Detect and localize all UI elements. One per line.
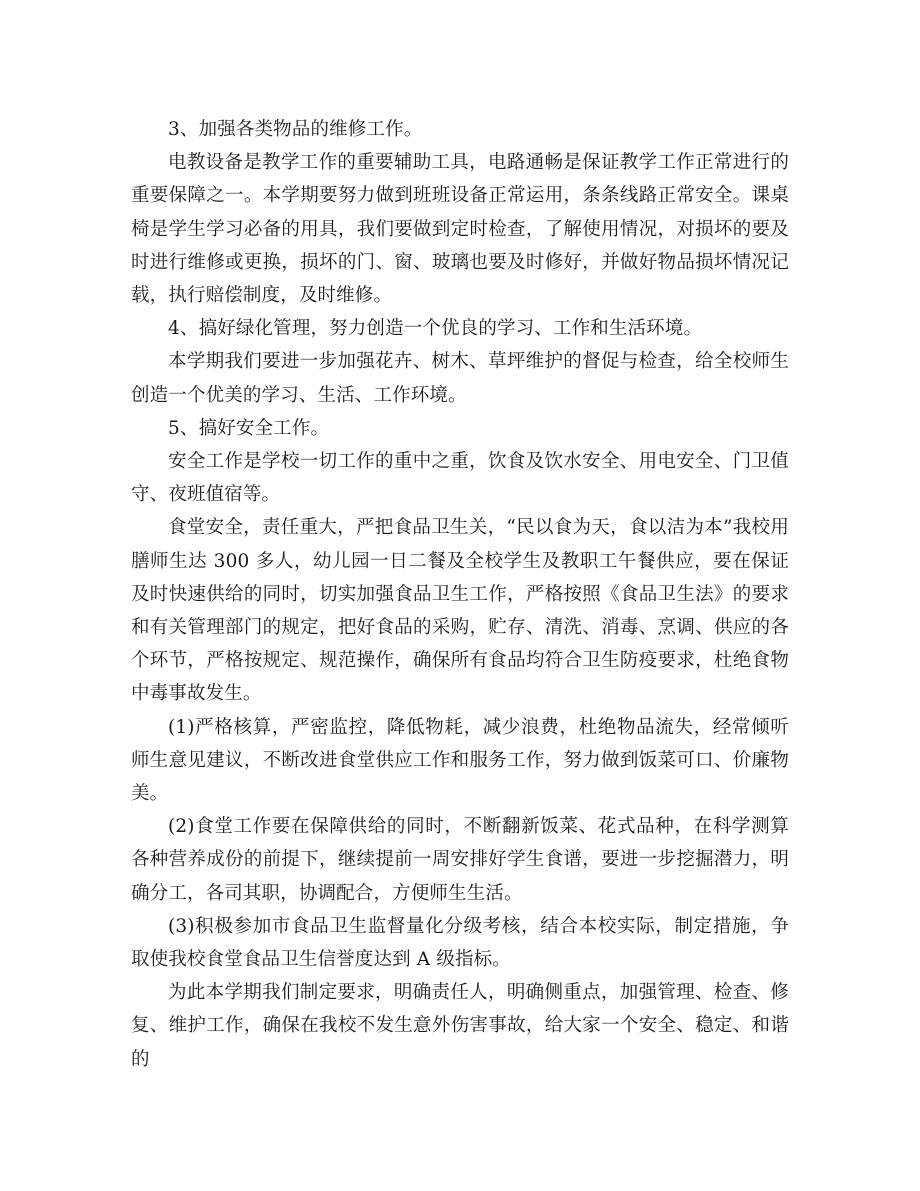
section-heading-5: 5、搞好安全工作。: [168, 417, 330, 439]
list-item-3: (3)积极参加市食品卫生监督量化分级考核，结合本校实际，制定措施，争取使我校食堂食品卫生信誉度达到 A 级指标。: [131, 915, 789, 971]
paragraph-canteen-safety: 食堂安全，责任重大，严把食品卫生关，“民以食为天，食以洁为本”我校用膳师生达 300 多人，幼儿园一日二餐及全校学生及教职工午餐供应，要在保证及时快速供给的同时，切实加强食品卫生工作，严格按照《食品卫生法》的要求和有关管理部门的规定，把好食品的采购，贮存、清洗、消毒、烹调、供应的各个环节，严格按规定、规范操作，确保所有食品均符合卫生防疫要求，杜绝食物中毒事故发生。: [131, 517, 789, 705]
paragraph-equipment-maintenance: 电教设备是教学工作的重要辅助工具，电路通畅是保证教学工作正常进行的重要保障之一。本学期要努力做到班班设备正常运用，条条线路正常安全。课桌椅是学生学习必备的用具，我们要做到定时检查，了解使用情况，对损坏的要及时进行维修或更换，损坏的门、窗、玻璃也要及时修好，并做好物品损坏情况记载，执行赔偿制度，及时维修。: [131, 152, 789, 307]
paragraph-safety-overview: 安全工作是学校一切工作的重中之重，饮食及饮水安全、用电安全、门卫值守、夜班值宿等。: [131, 451, 789, 506]
section-heading-3: 3、加强各类物品的维修工作。: [168, 119, 423, 140]
list-item-1: (1)严格核算，严密监控，降低物耗，减少浪费，杜绝物品流失，经常倾听师生意见建议，不断改进食堂供应工作和服务工作，努力做到饭菜可口、价廉物美。: [131, 716, 789, 805]
list-item-2: (2)食堂工作要在保障供给的同时，不断翻新饭菜、花式品种，在科学测算各种营养成份的前提下，继续提前一周安排好学生食谱，要进一步挖掘潜力，明确分工，各司其职，协调配合，方便师生生活。: [131, 816, 789, 904]
section-heading-4: 4、搞好绿化管理，努力创造一个优良的学习、工作和生活环境。: [168, 318, 703, 340]
paragraph-conclusion: 为此本学期我们制定要求，明确责任人，明确侧重点，加强管理、检查、修复、维护工作，确保在我校不发生意外伤害事故，给大家一个安全、稳定、和谐的: [131, 982, 789, 1070]
document-body: [131, 113, 789, 1076]
paragraph-greening: 本学期我们要进一步加强花卉、树木、草坪维护的督促与检查，给全校师生创造一个优美的学习、生活、工作环境。: [131, 351, 789, 406]
